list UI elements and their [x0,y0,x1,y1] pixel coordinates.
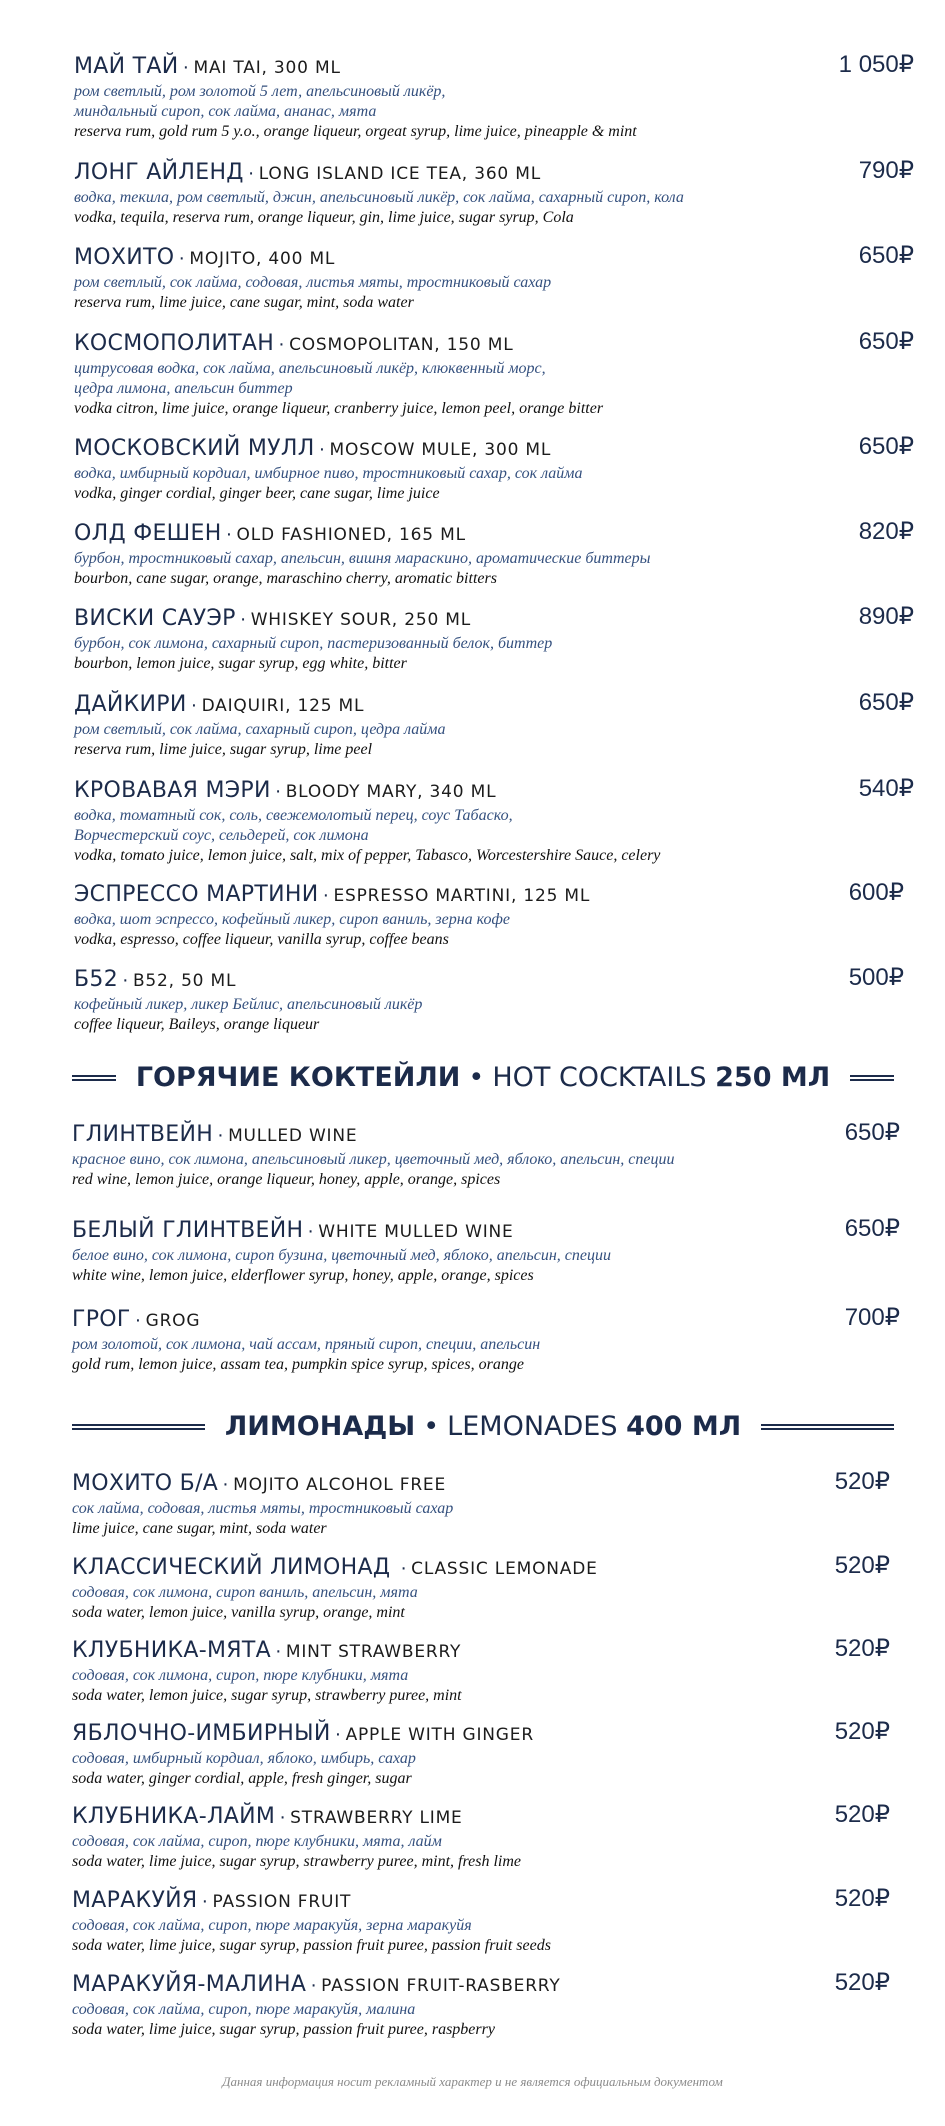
menu-item [72,1719,912,1789]
item-name-ru: КОСМОПОЛИТАН [74,331,275,356]
ingredients-ru: ром золотой, сок лимона, чай ассам, пряный сироп, специи, апельсин [72,1336,541,1353]
ingredients-en: red wine, lemon juice, orange liqueur, honey, apple, orange, spices [72,1171,501,1188]
section-dot: • [423,1411,440,1442]
menu-item [72,1469,912,1539]
item-price: 520₽ [834,1885,890,1912]
ingredients-ru: ром светлый, ром золотой 5 лет, апельсиновый ликёр, миндальный сироп, сок лайма, ананас, мята [74,83,446,120]
section-title-ru: ГОРЯЧИЕ КОКТЕЙЛИ [135,1062,461,1093]
menu-item [72,1553,912,1623]
item-name-ru: ЛОНГ АЙЛЕНД [74,160,244,185]
section-volume: 400 МЛ [626,1411,742,1442]
ingredients-ru: содовая, сок лайма, сироп, пюре клубники, мята, лайм [72,1833,442,1850]
item-name-en: GROG [145,1311,201,1331]
item-name-en: LONG ISLAND ICE TEA, 360 ML [258,164,541,184]
item-name-en: MAI TAI, 300 ML [193,58,341,78]
ingredients-ru: красное вино, сок лимона, апельсиновый ликер, цветочный мед, яблоко, апельсин, специи [72,1151,675,1168]
item-name-ru: МАРАКУЙЯ [72,1888,198,1913]
menu-item [74,690,914,760]
section-volume: 250 МЛ [715,1062,831,1093]
item-name-ru: МОХИТО [74,245,175,270]
item-name-ru: КЛУБНИКА-МЯТА [72,1638,271,1663]
ingredients-ru: бурбон, тростниковый сахар, апельсин, вишня мараскино, ароматические биттеры [74,550,651,567]
menu-item [72,1120,912,1190]
item-price: 520₽ [834,1718,890,1745]
item-name-ru: МОСКОВСКИЙ МУЛЛ [74,436,315,461]
menu-item [72,1886,912,1956]
item-price: 650₽ [844,1119,900,1146]
item-price: 700₽ [844,1304,900,1331]
item-name-en: ESPRESSO MARTINI, 125 ML [333,886,591,906]
item-title: МОХИТО Б/А · MOJITO ALCOHOL FREE [72,1471,447,1496]
section-dot: • [468,1062,485,1093]
ingredients-en: soda water, ginger cordial, apple, fresh ginger, sugar [72,1770,412,1787]
item-title: ВИСКИ САУЭР · WHISKEY SOUR, 250 ML [74,606,472,631]
ingredients-en: vodka citron, lime juice, orange liqueur, cranberry juice, lemon peel, orange bitter [74,400,604,417]
item-title: ЭСПРЕССО МАРТИНИ · ESPRESSO MARTINI, 125 ML [74,882,591,907]
item-price: 650₽ [858,328,914,355]
item-title: ГЛИНТВЕЙН · MULLED WINE [72,1122,358,1147]
item-price: 650₽ [858,433,914,460]
divider [72,1424,205,1430]
item-title: МОСКОВСКИЙ МУЛЛ · MOSCOW MULE, 300 ML [74,436,552,461]
item-price: 520₽ [834,1468,890,1495]
item-title: МАРАКУЙЯ-МАЛИНА · PASSION FRUIT-RASBERRY [72,1972,561,1997]
divider [72,1075,116,1081]
ingredients-ru: содовая, имбирный кордиал, яблоко, имбирь, сахар [72,1750,416,1767]
divider [850,1075,894,1081]
ingredients-en: soda water, lime juice, sugar syrup, strawberry puree, mint, fresh lime [72,1853,522,1870]
ingredients-en: vodka, espresso, coffee liqueur, vanilla syrup, coffee beans [74,931,449,948]
item-title: МАЙ ТАЙ · MAI TAI, 300 ML [74,54,341,79]
item-name-en: CLASSIC LEMONADE [411,1559,598,1579]
item-name-en: WHISKEY SOUR, 250 ML [250,610,472,630]
item-price: 650₽ [858,689,914,716]
ingredients-en: soda water, lemon juice, vanilla syrup, orange, mint [72,1604,405,1621]
ingredients-en: lime juice, cane sugar, mint, soda water [72,1520,327,1537]
ingredients-en: reserva rum, gold rum 5 y.o., orange liqueur, orgeat syrup, lime juice, pineapple & mint [74,123,637,140]
menu-item [74,965,914,1035]
menu-item [74,52,914,142]
item-name-ru: ЭСПРЕССО МАРТИНИ [74,882,319,907]
ingredients-ru: бурбон, сок лимона, сахарный сироп, пастеризованный белок, биттер [74,635,553,652]
item-name-ru: ВИСКИ САУЭР [74,606,236,631]
section-header-lemonades [72,1410,894,1444]
ingredients-ru: белое вино, сок лимона, сироп бузина, цветочный мед, яблоко, апельсин, специи [72,1247,611,1264]
item-price: 520₽ [834,1801,890,1828]
item-name-ru: Б52 [74,967,118,992]
menu-item [74,880,914,950]
item-name-ru: ГЛИНТВЕЙН [72,1122,214,1147]
item-title: МОХИТО · MOJITO, 400 ML [74,245,336,270]
ingredients-en: vodka, tequila, reserva rum, orange liqueur, gin, lime juice, sugar syrup, Cola [74,209,574,226]
menu-item [72,1802,912,1872]
ingredients-en: bourbon, cane sugar, orange, maraschino cherry, aromatic bitters [74,570,497,587]
ingredients-ru: водка, шот эспрессо, кофейный ликер, сироп ваниль, зерна кофе [74,911,510,928]
item-name-ru: МАЙ ТАЙ [74,54,179,79]
item-title: КОСМОПОЛИТАН · COSMOPOLITAN, 150 ML [74,331,514,356]
item-title: КЛУБНИКА-МЯТА · MINT STRAWBERRY [72,1638,462,1663]
item-name-ru: ДАЙКИРИ [74,692,187,717]
item-price: 650₽ [858,242,914,269]
item-name-ru: МОХИТО Б/А [72,1471,219,1496]
disclaimer-footer: Данная информация носит рекламный характер и не является официальным документом [222,2074,723,2089]
item-price: 1 050₽ [838,51,914,78]
ingredients-ru: содовая, сок лайма, сироп, пюре маракуйя, зерна маракуйя [72,1917,472,1934]
ingredients-en: vodka, ginger cordial, ginger beer, cane sugar, lime juice [74,485,440,502]
ingredients-ru: содовая, сок лимона, сироп, пюре клубники, мята [72,1667,409,1684]
ingredients-en: vodka, tomato juice, lemon juice, salt, mix of pepper, Tabasco, Worcestershire Sauce, celery [74,847,661,864]
item-title: ГРОГ · GROG [72,1307,201,1332]
item-name-ru: ОЛД ФЕШЕН [74,521,222,546]
ingredients-ru: водка, текила, ром светлый, джин, апельсиновый ликёр, сок лайма, сахарный сироп, кола [74,189,684,206]
item-name-en: DAIQUIRI, 125 ML [201,696,365,716]
item-name-en: BLOODY MARY, 340 ML [285,782,497,802]
item-price: 540₽ [858,775,914,802]
item-name-ru: ЯБЛОЧНО-ИМБИРНЫЙ [72,1721,331,1746]
ingredients-en: gold rum, lemon juice, assam tea, pumpkin spice syrup, spices, orange [72,1356,524,1373]
section-title-en: HOT COCKTAILS [492,1062,707,1093]
ingredients-ru: кофейный ликер, ликер Бейлис, апельсиновый ликёр [74,996,423,1013]
item-price: 600₽ [848,879,904,906]
item-price: 520₽ [834,1552,890,1579]
item-price: 890₽ [858,603,914,630]
menu-item [72,1216,912,1286]
item-title: ЛОНГ АЙЛЕНД · LONG ISLAND ICE TEA, 360 ML [74,160,541,185]
item-name-en: MOSCOW MULE, 300 ML [329,440,552,460]
item-title: КРОВАВАЯ МЭРИ · BLOODY MARY, 340 ML [74,778,497,803]
menu-item [74,604,914,674]
item-title: МАРАКУЙЯ · PASSION FRUIT [72,1888,352,1913]
item-name-en: APPLE WITH GINGER [345,1725,534,1745]
item-price: 790₽ [858,157,914,184]
item-name-en: WHITE MULLED WINE [318,1222,514,1242]
ingredients-ru: сок лайма, содовая, листья мяты, тростниковый сахар [72,1500,454,1517]
divider [761,1424,894,1430]
ingredients-en: soda water, lemon juice, sugar syrup, strawberry puree, mint [72,1687,462,1704]
item-price: 820₽ [858,518,914,545]
menu-item [72,1970,912,2040]
item-title: ДАЙКИРИ · DAIQUIRI, 125 ML [74,692,365,717]
item-title: ОЛД ФЕШЕН · OLD FASHIONED, 165 ML [74,521,466,546]
menu-item [74,158,914,228]
item-price: 520₽ [834,1635,890,1662]
ingredients-ru: водка, томатный сок, соль, свежемолотый перец, соус Табаско, Ворчестерский соус, сельдерей, сок лимона [74,807,513,844]
item-name-en: B52, 50 ML [132,971,237,991]
item-name-ru: БЕЛЫЙ ГЛИНТВЕЙН [72,1218,304,1243]
ingredients-en: white wine, lemon juice, elderflower syrup, honey, apple, orange, spices [72,1267,534,1284]
ingredients-ru: ром светлый, сок лайма, сахарный сироп, цедра лайма [74,721,446,738]
section-title [136,1062,830,1094]
item-name-en: MINT STRAWBERRY [285,1642,462,1662]
ingredients-ru: ром светлый, сок лайма, содовая, листья мяты, тростниковый сахар [74,274,552,291]
item-title: КЛУБНИКА-ЛАЙМ · STRAWBERRY LIME [72,1804,463,1829]
item-name-en: PASSION FRUIT-RASBERRY [321,1976,561,1996]
ingredients-en: soda water, lime juice, sugar syrup, passion fruit puree, raspberry [72,2021,495,2038]
ingredients-ru: содовая, сок лайма, сироп, пюре маракуйя, малина [72,2001,416,2018]
item-price: 520₽ [834,1969,890,1996]
ingredients-en: bourbon, lemon juice, sugar syrup, egg white, bitter [74,655,407,672]
menu-item [72,1305,912,1375]
item-price: 650₽ [844,1215,900,1242]
menu-item [74,519,914,589]
item-name-ru: КЛУБНИКА-ЛАЙМ [72,1804,276,1829]
menu-item [74,243,914,313]
item-name-en: MULLED WINE [228,1126,358,1146]
item-name-ru: КЛАССИЧЕСКИЙ ЛИМОНАД [72,1555,391,1580]
menu-item [74,776,914,866]
item-name-en: MOJITO ALCOHOL FREE [233,1475,447,1495]
ingredients-ru: водка, имбирный кордиал, имбирное пиво, тростниковый сахар, сок лайма [74,465,583,482]
item-title: Б52 · B52, 50 ML [74,967,237,992]
item-name-en: COSMOPOLITAN, 150 ML [289,335,514,355]
item-name-en: PASSION FRUIT [212,1892,352,1912]
section-title [225,1411,741,1443]
section-header-hot [72,1061,894,1095]
section-title-ru: ЛИМОНАДЫ [224,1411,416,1442]
item-name-en: MOJITO, 400 ML [189,249,336,269]
section-title-en: LEMONADES [447,1411,618,1442]
item-title: ЯБЛОЧНО-ИМБИРНЫЙ · APPLE WITH GINGER [72,1721,534,1746]
item-name-ru: МАРАКУЙЯ-МАЛИНА [72,1972,307,1997]
item-price: 500₽ [848,964,904,991]
menu-item [74,434,914,504]
ingredients-en: reserva rum, lime juice, cane sugar, mint, soda water [74,294,414,311]
item-name-en: STRAWBERRY LIME [290,1808,463,1828]
item-title: КЛАССИЧЕСКИЙ ЛИМОНАД · CLASSIC LEMONADE [72,1555,598,1580]
menu-item [72,1636,912,1706]
ingredients-en: reserva rum, lime juice, sugar syrup, lime peel [74,741,373,758]
item-name-ru: КРОВАВАЯ МЭРИ [74,778,271,803]
menu-item [74,329,914,419]
ingredients-ru: цитрусовая водка, сок лайма, апельсиновый ликёр, клюквенный морс, цедра лимона, апельсин биттер [74,360,546,397]
item-title: БЕЛЫЙ ГЛИНТВЕЙН · WHITE MULLED WINE [72,1218,514,1243]
item-name-en: OLD FASHIONED, 165 ML [236,525,466,545]
ingredients-en: soda water, lime juice, sugar syrup, passion fruit puree, passion fruit seeds [72,1937,551,1954]
ingredients-en: coffee liqueur, Baileys, orange liqueur [74,1016,320,1033]
item-name-ru: ГРОГ [72,1307,131,1332]
ingredients-ru: содовая, сок лимона, сироп ваниль, апельсин, мята [72,1584,418,1601]
